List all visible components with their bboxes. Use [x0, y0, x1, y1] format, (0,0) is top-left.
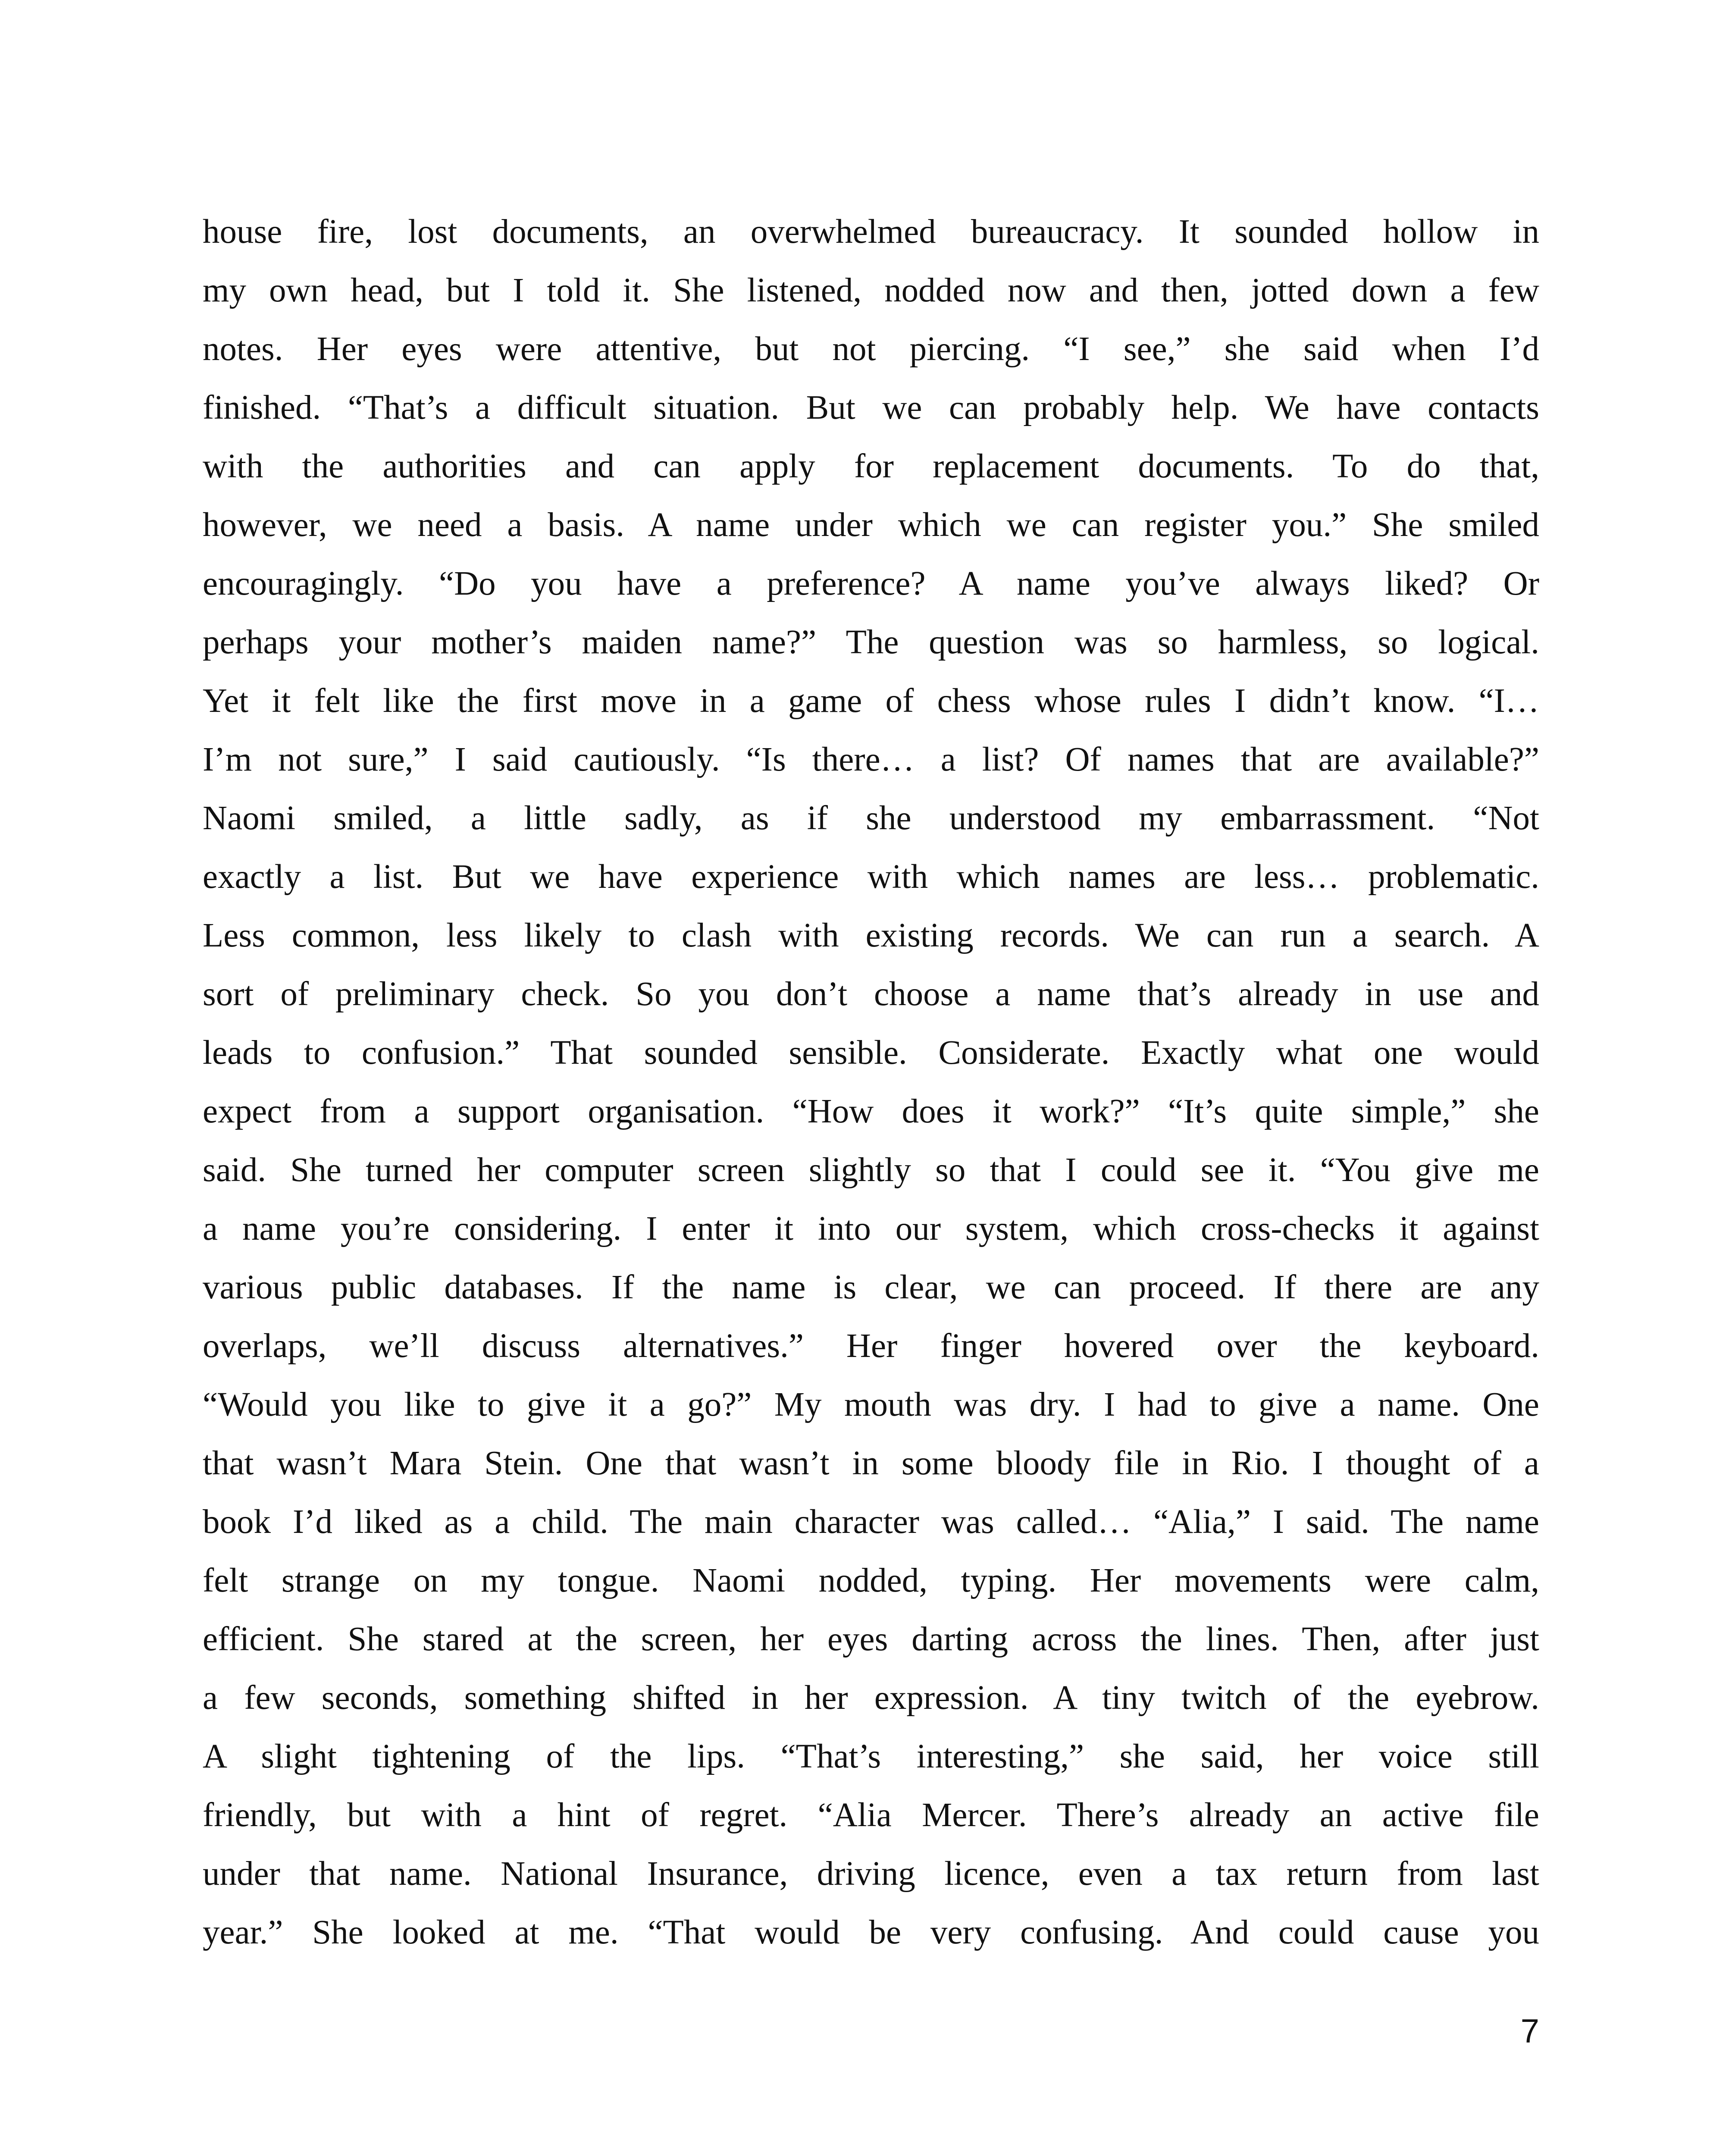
- text-line: felt strange on my tongue. Naomi nodded, typing. Her movements were calm,: [203, 1562, 1539, 1599]
- text-line: house fire, lost documents, an overwhelmed bureaucracy. It sounded hollow in: [203, 213, 1539, 251]
- text-line: encouragingly. “Do you have a preference? A name you’ve always liked? Or: [203, 565, 1539, 602]
- body-text: [203, 203, 1539, 1962]
- text-line: under that name. National Insurance, driving licence, even a tax return from last: [203, 1855, 1539, 1893]
- text-line: a name you’re considering. I enter it into our system, which cross-checks it against: [203, 1210, 1539, 1247]
- text-line: sort of preliminary check. So you don’t choose a name that’s already in use and: [203, 975, 1539, 1013]
- text-line: year.” She looked at me. “That would be very confusing. And could cause you: [203, 1914, 1539, 1951]
- text-line: a few seconds, something shifted in her expression. A tiny twitch of the eyebrow.: [203, 1679, 1539, 1717]
- text-line: notes. Her eyes were attentive, but not piercing. “I see,” she said when I’d: [203, 330, 1539, 368]
- text-line: “Would you like to give it a go?” My mouth was dry. I had to give a name. One: [203, 1386, 1539, 1423]
- text-line: said. She turned her computer screen slightly so that I could see it. “You give me: [203, 1151, 1539, 1189]
- text-line: friendly, but with a hint of regret. “Alia Mercer. There’s already an active file: [203, 1796, 1539, 1834]
- text-line: various public databases. If the name is clear, we can proceed. If there are any: [203, 1269, 1539, 1306]
- text-line: perhaps your mother’s maiden name?” The question was so harmless, so logical.: [203, 624, 1539, 661]
- text-line: finished. “That’s a difficult situation. But we can probably help. We have contacts: [203, 389, 1539, 426]
- text-line: Naomi smiled, a little sadly, as if she understood my embarrassment. “Not: [203, 799, 1539, 837]
- text-line: I’m not sure,” I said cautiously. “Is there… a list? Of names that are available?”: [203, 741, 1539, 778]
- text-line: leads to confusion.” That sounded sensible. Considerate. Exactly what one would: [203, 1034, 1539, 1072]
- text-line: that wasn’t Mara Stein. One that wasn’t in some bloody file in Rio. I thought of a: [203, 1445, 1539, 1482]
- text-line: efficient. She stared at the screen, her eyes darting across the lines. Then, after just: [203, 1620, 1539, 1658]
- text-line: A slight tightening of the lips. “That’s interesting,” she said, her voice still: [203, 1738, 1539, 1775]
- page-number: 7: [1520, 2012, 1539, 2050]
- text-line: Yet it felt like the first move in a game of chess whose rules I didn’t know. “I…: [203, 682, 1539, 720]
- text-line: overlaps, we’ll discuss alternatives.” Her finger hovered over the keyboard.: [203, 1327, 1539, 1365]
- text-line: Less common, less likely to clash with existing records. We can run a search. A: [203, 917, 1539, 954]
- text-line: expect from a support organisation. “How does it work?” “It’s quite simple,” she: [203, 1093, 1539, 1130]
- text-line: my own head, but I told it. She listened, nodded now and then, jotted down a few: [203, 272, 1539, 309]
- text-line: however, we need a basis. A name under which we can register you.” She smiled: [203, 506, 1539, 544]
- text-line: book I’d liked as a child. The main character was called… “Alia,” I said. The name: [203, 1503, 1539, 1541]
- text-line: with the authorities and can apply for replacement documents. To do that,: [203, 448, 1539, 485]
- text-line: exactly a list. But we have experience with which names are less… problematic.: [203, 858, 1539, 896]
